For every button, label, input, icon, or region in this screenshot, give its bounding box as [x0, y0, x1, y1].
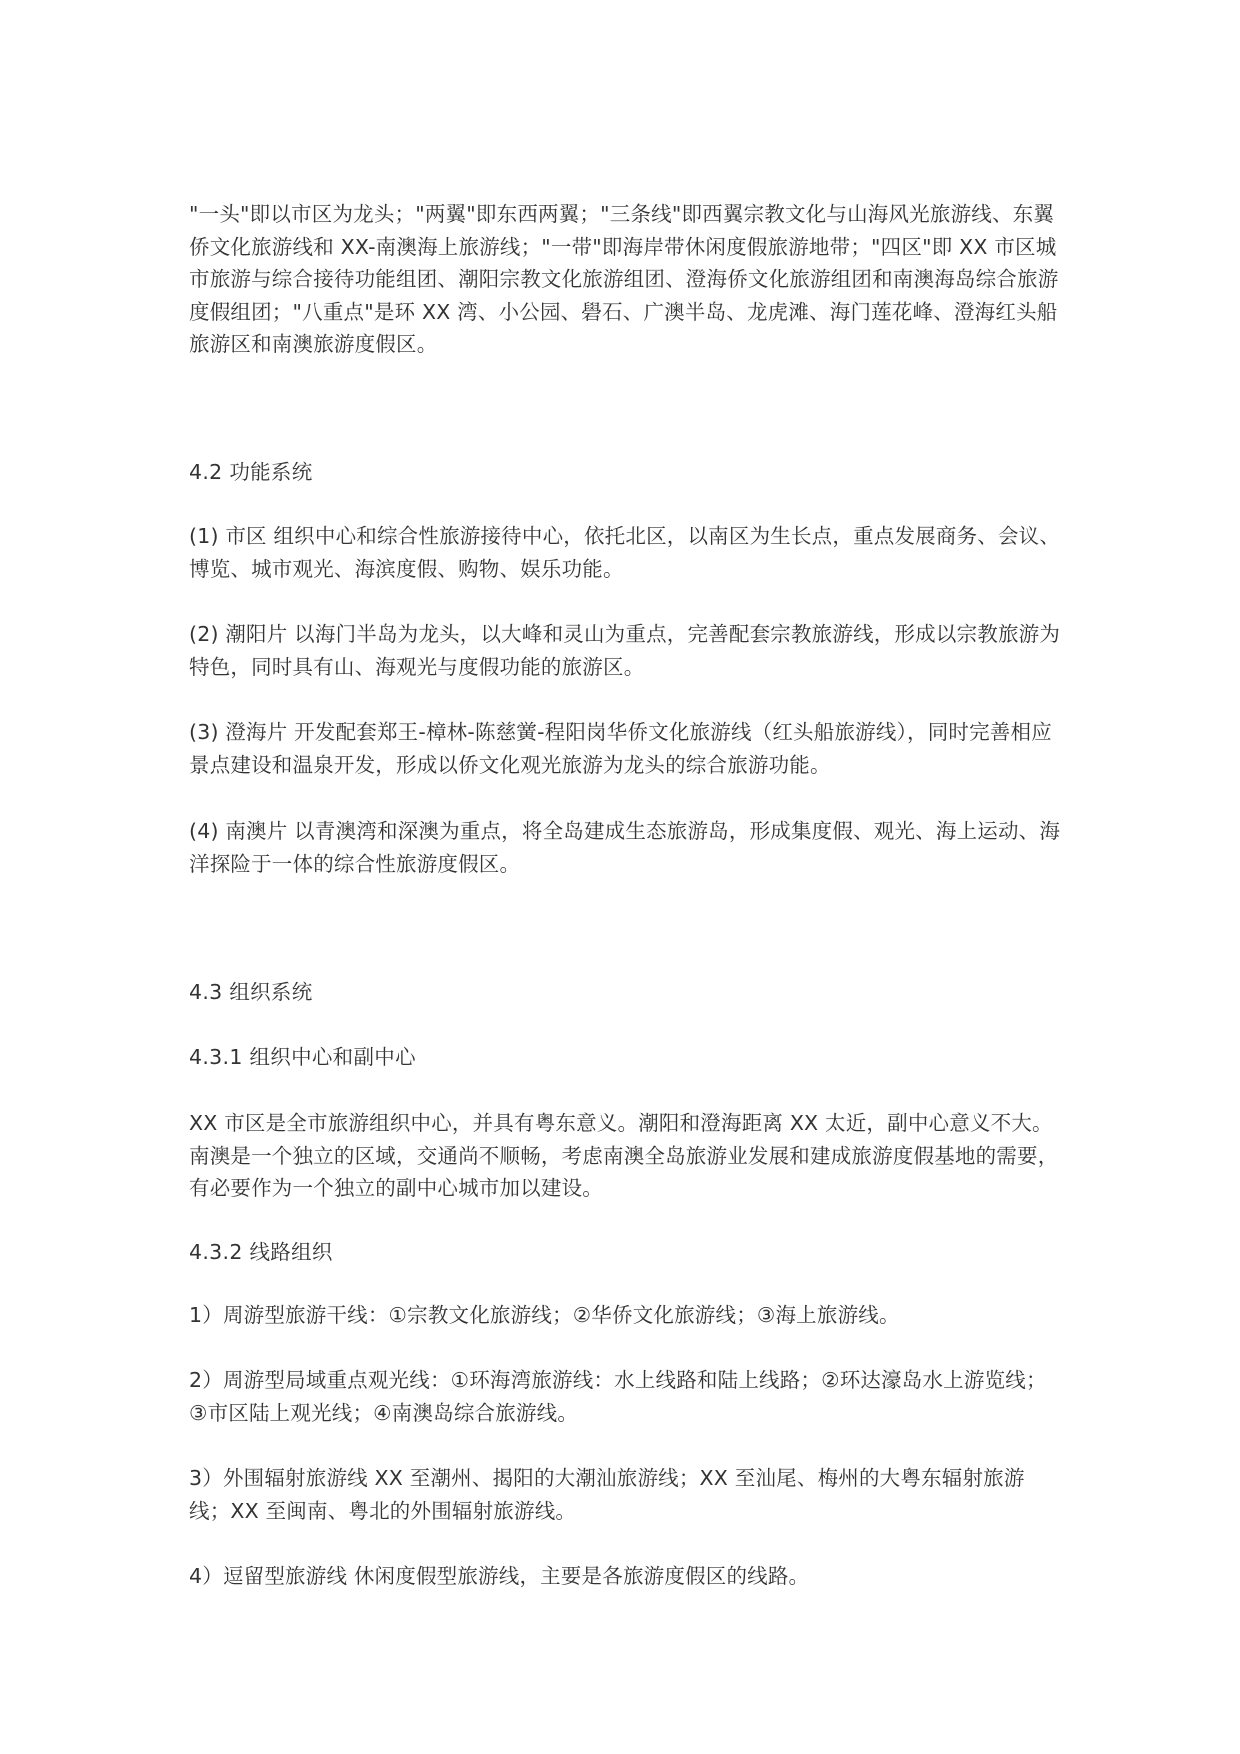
section-4-3-2-heading: 4.3.2 线路组织 — [189, 1240, 333, 1264]
section-4-3-heading: 4.3 组织系统 — [189, 980, 313, 1004]
function-item-2: (2) 潮阳片 以海门半岛为龙头，以大峰和灵山为重点，完善配套宗教旅游线，形成以宗教旅游为特色，同时具有山、海观光与度假功能的旅游区。 — [189, 622, 1061, 679]
route-item-2: 2）周游型局域重点观光线：①环海湾旅游线：水上线路和陆上线路；②环达濠岛水上游览线；③市区陆上观光线；④南澳岛综合旅游线。 — [189, 1368, 1047, 1425]
function-item-3: (3) 澄海片 开发配套郑王-樟林-陈慈黉-程阳岗华侨文化旅游线（红头船旅游线），同时完善相应景点建设和温泉开发，形成以侨文化观光旅游为龙头的综合旅游功能。 — [189, 720, 1052, 777]
route-item-3: 3）外围辐射旅游线 XX 至潮州、揭阳的大潮汕旅游线；XX 至汕尾、梅州的大粤东辐射旅游线；XX 至闽南、粤北的外围辐射旅游线。 — [189, 1466, 1025, 1523]
route-item-4: 4）逗留型旅游线 休闲度假型旅游线，主要是各旅游度假区的线路。 — [189, 1564, 810, 1588]
section-4-2-heading: 4.2 功能系统 — [189, 460, 313, 484]
center-paragraph: XX 市区是全市旅游组织中心，并具有粤东意义。潮阳和澄海距离 XX 太近，副中心意义不大。南澳是一个独立的区域，交通尚不顺畅，考虑南澳全岛旅游业发展和建成旅游度假基地的需要，有必要作为一个独立的副中心城市加以建设。 — [189, 1111, 1059, 1200]
route-item-1: 1）周游型旅游干线：①宗教文化旅游线；②华侨文化旅游线；③海上旅游线。 — [189, 1303, 900, 1327]
section-4-3-1-heading: 4.3.1 组织中心和副中心 — [189, 1045, 416, 1069]
intro-paragraph: "一头"即以市区为龙头；"两翼"即东西两翼；"三条线"即西翼宗教文化与山海风光旅游线、东翼侨文化旅游线和 XX-南澳海上旅游线；"一带"即海岸带休闲度假旅游地带；"四区"即 XX 市区城市旅游与综合接待功能组团、潮阳宗教文化旅游组团、澄海侨文化旅游组团和南澳海岛综合旅游度假组团；"八重点"是环 XX 湾、小公园、礐石、广澳半岛、龙虎滩、海门莲花峰、澄海红头船旅游区和南澳旅游度假区。 — [189, 202, 1059, 356]
function-item-4: (4) 南澳片 以青澳湾和深澳为重点，将全岛建成生态旅游岛，形成集度假、观光、海上运动、海洋探险于一体的综合性旅游度假区。 — [189, 819, 1061, 876]
function-item-1: (1) 市区 组织中心和综合性旅游接待中心，依托北区，以南区为生长点，重点发展商务、会议、博览、城市观光、海滨度假、购物、娱乐功能。 — [189, 524, 1061, 581]
